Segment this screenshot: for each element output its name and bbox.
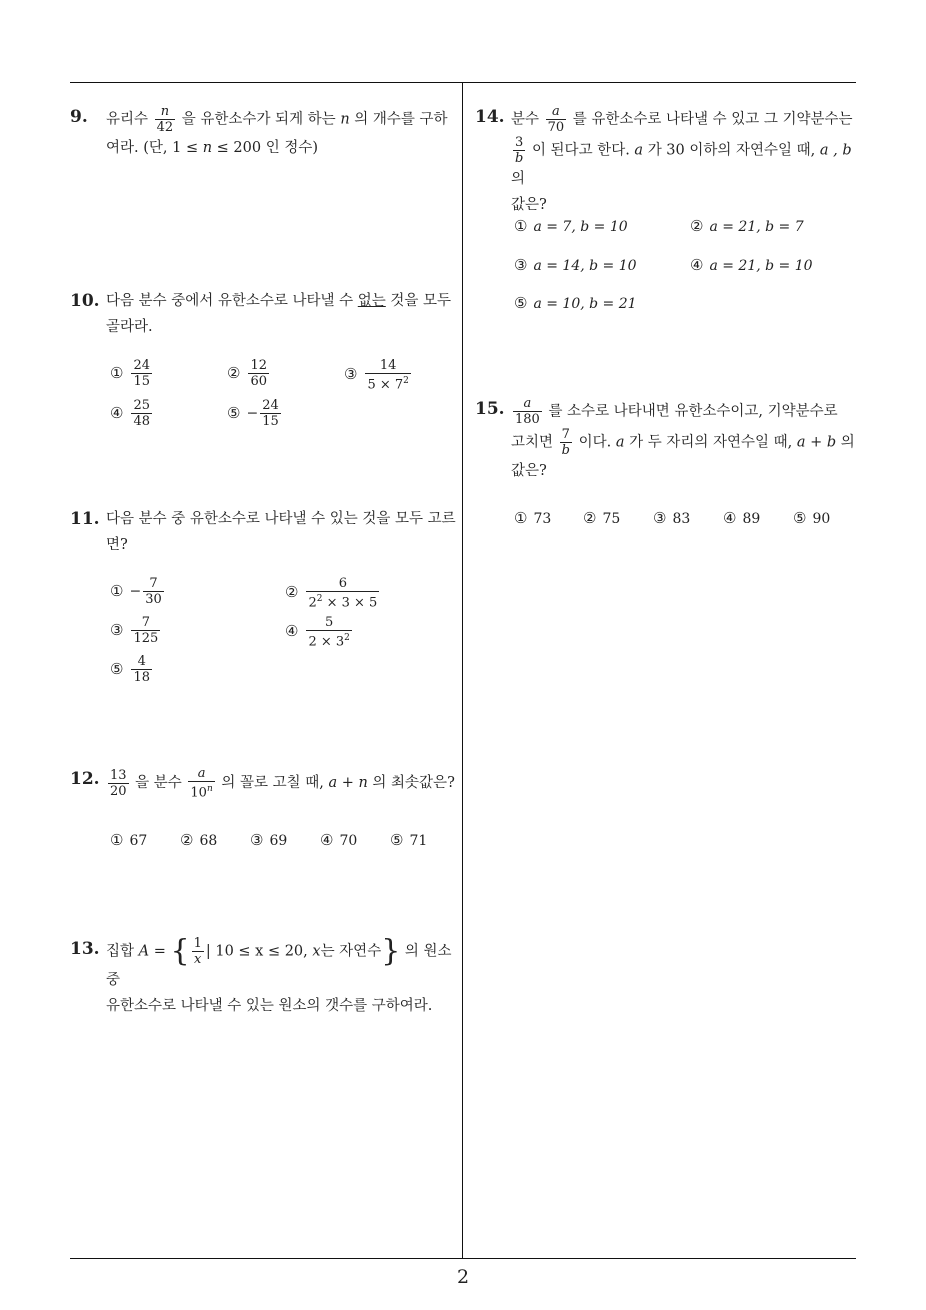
- variables: a , b: [819, 142, 852, 159]
- column-divider: [462, 82, 463, 1259]
- q-text: 이 된다고 한다.: [531, 142, 630, 159]
- question-number: 13.: [70, 939, 100, 959]
- q-text: 분수: [511, 111, 540, 128]
- q-text: 는 자연수: [320, 943, 382, 960]
- option[interactable]: ① 73: [514, 509, 552, 527]
- option[interactable]: ⑤ 71: [390, 831, 428, 849]
- question-10: [70, 288, 460, 340]
- fraction: $\frac{a}{70}$: [547, 104, 565, 135]
- option[interactable]: ① a = 7, b = 10: [514, 217, 628, 235]
- underlined-word: 없는: [357, 293, 386, 309]
- option[interactable]: ④ 70: [320, 831, 358, 849]
- q-text: 을 유한소수가 되게 하는: [181, 111, 336, 128]
- q-text: 의 최솟값은?: [372, 775, 455, 792]
- fraction: $\frac{3}{b}$: [515, 135, 524, 166]
- option[interactable]: ⑤ $\frac{4}{18}$: [110, 654, 150, 685]
- question-number: 15.: [475, 399, 505, 419]
- fraction: $\frac{a}{180}$: [515, 396, 540, 427]
- q-text: 다음 분수 중에서 유한소수로 나타낼 수: [106, 293, 354, 309]
- q-text: 를 유한소수로 나타낼 수 있고 그 기약분수는: [572, 111, 853, 128]
- option[interactable]: ③ a = 14, b = 10: [514, 256, 637, 274]
- q-text: 의 원소 중: [106, 943, 452, 988]
- fraction: $\frac{7}{b}$: [561, 427, 570, 458]
- option[interactable]: ③ 69: [250, 831, 288, 849]
- question-number: 12.: [70, 769, 100, 789]
- fraction: $\frac{n}{42}$: [156, 104, 174, 135]
- fraction: $\frac{a}{10^n}$: [190, 766, 213, 801]
- option[interactable]: ② 68: [180, 831, 218, 849]
- option[interactable]: ④ $\frac{25}{48}$: [110, 398, 150, 429]
- option[interactable]: ② 75: [583, 509, 621, 527]
- variable: a: [634, 142, 644, 159]
- variable: x: [312, 943, 321, 960]
- q-text: 유리수: [106, 111, 149, 128]
- bottom-rule: [70, 1258, 856, 1259]
- q-text: 값은?: [511, 197, 547, 213]
- option[interactable]: ④ a = 21, b = 10: [690, 256, 813, 274]
- option[interactable]: ③ $\frac{14}{5 \times 7^2}$: [344, 358, 409, 393]
- option[interactable]: ③ 83: [653, 509, 691, 527]
- question-12: [70, 766, 460, 800]
- q-text: 을 분수: [135, 775, 182, 792]
- option[interactable]: ⑤ − $\frac{24}{15}$: [227, 398, 279, 429]
- q-text: 유한소수로 나타낼 수 있는 원소의 갯수를 구하여라.: [106, 998, 433, 1014]
- option[interactable]: ① $\frac{24}{15}$: [110, 358, 150, 389]
- q-text: 의: [840, 434, 855, 451]
- question-number: 11.: [70, 509, 100, 529]
- q-text: 것을 모두 골라라.: [106, 293, 452, 335]
- option[interactable]: ② $\frac{12}{60}$: [227, 358, 267, 389]
- question-11: [70, 506, 460, 558]
- option[interactable]: ③ $\frac{7}{125}$: [110, 615, 159, 646]
- right-brace-icon: }: [381, 933, 401, 969]
- fraction: $\frac{1}{x}$: [193, 936, 202, 967]
- q-text: 고치면: [511, 434, 554, 451]
- q-text: ≤ 200 인 정수): [216, 140, 319, 156]
- q-text: 의 개수를 구하여라. (단, 1 ≤: [106, 111, 448, 156]
- q-text: 값은?: [511, 463, 547, 479]
- top-rule: [70, 82, 856, 83]
- q-text: 를 소수로 나타내면 유한소수이고, 기약분수로: [548, 403, 838, 420]
- option[interactable]: ④ 89: [723, 509, 761, 527]
- condition: | 10 ≤ x ≤ 20,: [205, 943, 308, 960]
- left-brace-icon: {: [170, 933, 190, 969]
- set-name: A =: [138, 943, 166, 960]
- option[interactable]: ① − $\frac{7}{30}$: [110, 576, 162, 607]
- question-number: 14.: [475, 107, 505, 127]
- q-text: 집합: [106, 943, 135, 960]
- option[interactable]: ② a = 21, b = 7: [690, 217, 804, 235]
- variable: n: [340, 111, 350, 128]
- option[interactable]: ② $\frac{6}{2^2 \times 3 \times 5}$: [285, 576, 378, 611]
- question-14: [475, 104, 859, 218]
- variable: a: [615, 434, 625, 451]
- fraction: $\frac{13}{20}$: [110, 767, 127, 799]
- q-text: 의 꼴로 고칠 때,: [221, 775, 324, 792]
- question-9: [70, 104, 460, 161]
- question-13: [70, 933, 460, 1019]
- question-number: 10.: [70, 291, 100, 311]
- q-text: 다음 분수 중 유한소수로 나타낼 수 있는 것을 모두 고르면?: [106, 511, 456, 553]
- option[interactable]: ① 67: [110, 831, 148, 849]
- option[interactable]: ④ $\frac{5}{2 \times 3^2}$: [285, 615, 350, 650]
- q-text: 가 두 자리의 자연수일 때,: [629, 434, 793, 451]
- question-number: 9.: [70, 107, 88, 127]
- q-text: 의: [511, 171, 526, 187]
- q-text: 이다.: [578, 434, 612, 451]
- question-15: [475, 396, 859, 484]
- option[interactable]: ⑤ a = 10, b = 21: [514, 294, 637, 312]
- variable: n: [202, 140, 213, 156]
- page-number: 2: [456, 1266, 470, 1288]
- q-text: 가 30 이하의 자연수일 때,: [647, 142, 816, 159]
- expression: a + n: [328, 775, 368, 792]
- expression: a + b: [796, 434, 837, 451]
- option[interactable]: ⑤ 90: [793, 509, 831, 527]
